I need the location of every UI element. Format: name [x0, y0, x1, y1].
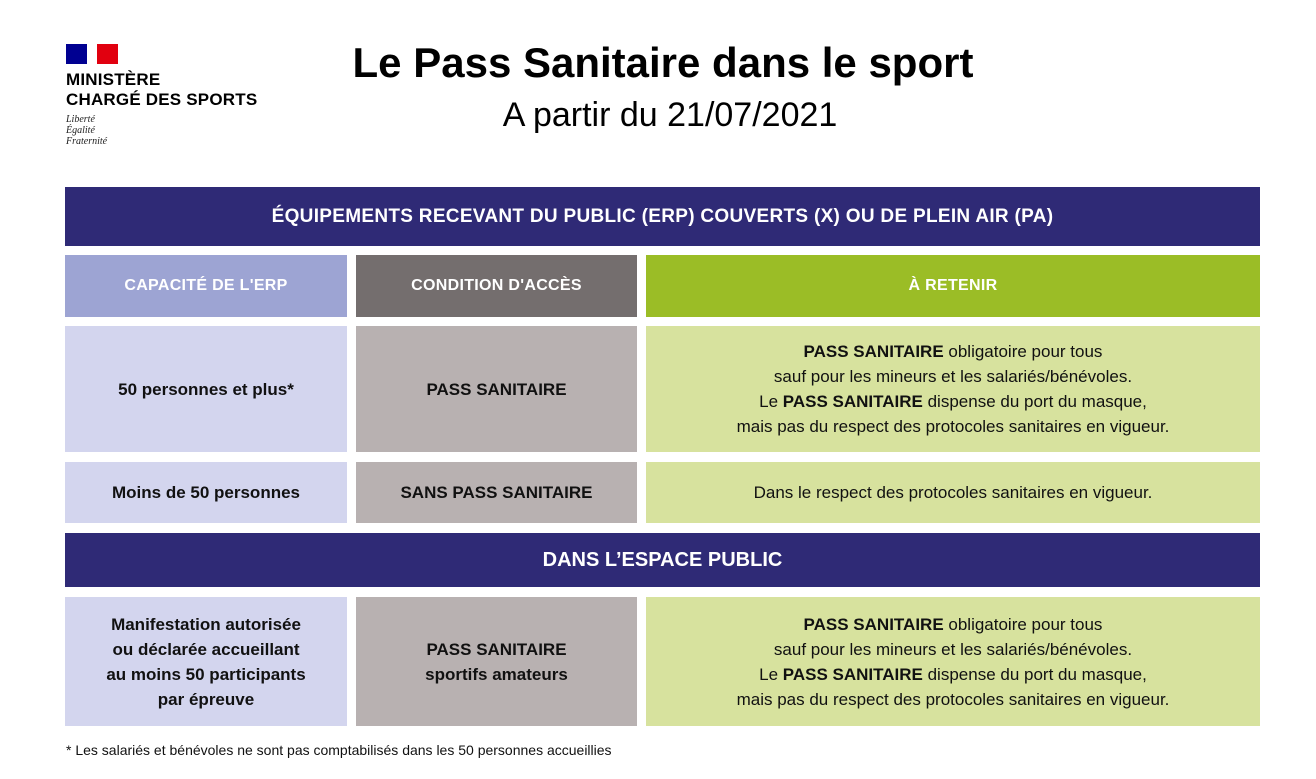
public-section-title: DANS L’ESPACE PUBLIC	[65, 533, 1260, 587]
row3-condition-line1: PASS SANITAIRE	[426, 639, 567, 659]
row3-retain-line3: Le PASS SANITAIRE dispense du port du masque,	[759, 664, 1147, 684]
erp-section-title: ÉQUIPEMENTS RECEVANT DU PUBLIC (ERP) COUVERTS (X) OU DE PLEIN AIR (PA)	[65, 187, 1260, 246]
row2-retain: Dans le respect des protocoles sanitaires en vigueur.	[646, 462, 1260, 523]
row3-capacity-line4: par épreuve	[157, 689, 255, 709]
row3-retain-line2: sauf pour les mineurs et les salariés/bénévoles.	[773, 639, 1133, 659]
row3-capacity-line2: ou déclarée accueillant	[112, 639, 300, 659]
page-subtitle: A partir du 21/07/2021	[502, 96, 838, 134]
row3-capacity-line3: au moins 50 participants	[106, 664, 306, 684]
row1-retain-line3: Le PASS SANITAIRE dispense du port du masque,	[759, 392, 1147, 411]
row3-condition-line2: sportifs amateurs	[425, 664, 568, 684]
row1-capacity: 50 personnes et plus*	[65, 326, 347, 452]
page-title: Le Pass Sanitaire dans le sport	[352, 39, 974, 86]
row1-retain-line4: mais pas du respect des protocoles sanitaires en vigueur.	[736, 417, 1170, 436]
footnote: * Les salariés et bénévoles ne sont pas comptabilisés dans les 50 personnes accueillies	[66, 742, 612, 758]
ministry-name-line2: CHARGÉ DES SPORTS	[66, 90, 258, 109]
row1-retain-line1: PASS SANITAIRE obligatoire pour tous	[803, 342, 1103, 361]
row3-retain	[646, 597, 1260, 726]
header-retain: À RETENIR	[646, 255, 1260, 317]
motto-liberte: Liberté	[66, 114, 95, 125]
header-condition: CONDITION D'ACCÈS	[356, 255, 637, 317]
row1-retain	[646, 326, 1260, 452]
row1-condition: PASS SANITAIRE	[356, 326, 637, 452]
row3-retain-line1: PASS SANITAIRE obligatoire pour tous	[803, 614, 1103, 634]
row3-capacity-line1: Manifestation autorisée	[111, 614, 301, 634]
header-capacity: CAPACITÉ DE L'ERP	[65, 255, 347, 317]
row2-condition: SANS PASS SANITAIRE	[356, 462, 637, 523]
motto-egalite: Égalité	[66, 125, 95, 136]
row3-retain-line4: mais pas du respect des protocoles sanitaires en vigueur.	[736, 689, 1170, 709]
row1-retain-line2: sauf pour les mineurs et les salariés/bénévoles.	[773, 367, 1133, 386]
row3-capacity	[65, 597, 347, 726]
motto-fraternite: Fraternité	[66, 136, 108, 147]
row3-condition	[356, 597, 637, 726]
ministry-name-line1: MINISTÈRE	[66, 70, 161, 89]
row2-capacity: Moins de 50 personnes	[65, 462, 347, 523]
